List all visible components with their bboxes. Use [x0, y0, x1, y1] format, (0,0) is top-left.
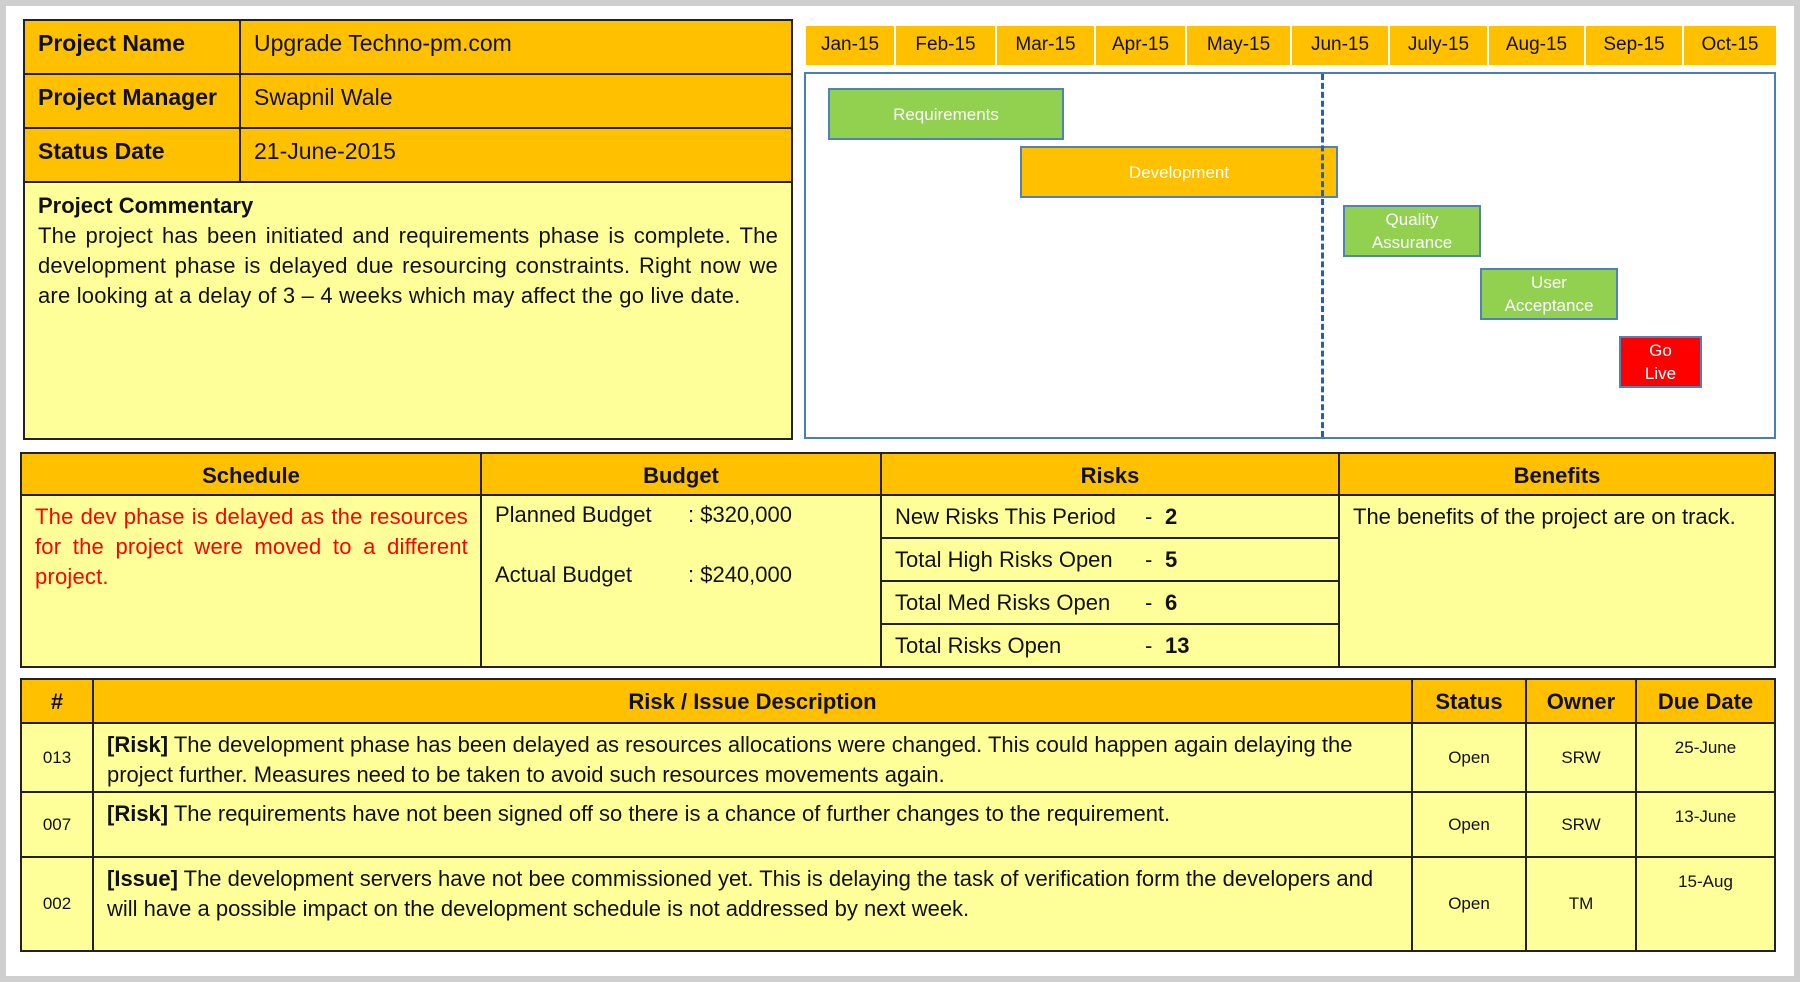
task-bar-user-acceptance: User Acceptance: [1480, 268, 1618, 320]
header-owner: Owner: [1527, 680, 1637, 722]
risk-summary-label: Total Med Risks Open: [895, 590, 1111, 615]
risk-summary-sep: -: [1145, 633, 1153, 658]
row-type-tag: [Risk]: [107, 732, 169, 757]
risk-summary-line: [882, 625, 1338, 668]
task-bar-quality-assurance: Quality Assurance: [1343, 205, 1481, 257]
risk-summary-value: 6: [1165, 590, 1178, 615]
row-description: [94, 858, 1413, 950]
budget-section: [482, 454, 882, 666]
timeline-months: [806, 26, 1778, 65]
status-date-label: Status Date: [25, 129, 241, 181]
month-label: Mar-15: [997, 26, 1096, 65]
schedule-heading: Schedule: [22, 454, 480, 496]
risk-summary-value: 13: [1165, 633, 1190, 658]
task-bar-requirements: Requirements: [828, 88, 1064, 140]
risk-issue-table: [20, 678, 1776, 952]
month-label: July-15: [1390, 26, 1489, 65]
project-manager-value: Swapnil Wale: [254, 84, 393, 110]
risk-summary-label: Total Risks Open: [895, 633, 1062, 658]
row-num: 002: [22, 858, 94, 950]
risk-summary-label: Total High Risks Open: [895, 547, 1113, 572]
table-row: [22, 724, 1774, 793]
row-status: Open: [1413, 793, 1527, 856]
task-bar-go-live: Go Live: [1619, 336, 1702, 388]
risk-summary-sep: -: [1145, 590, 1153, 615]
row-owner: TM: [1527, 858, 1637, 950]
row-type-tag: [Risk]: [107, 801, 169, 826]
month-label: Aug-15: [1489, 26, 1586, 65]
project-name-label: Project Name: [25, 21, 241, 73]
risk-summary-label: New Risks This Period: [895, 504, 1116, 529]
row-type-tag: [Issue]: [107, 866, 178, 891]
risk-summary-value: 2: [1165, 504, 1178, 529]
status-date-value: 21-June-2015: [254, 138, 396, 164]
month-label: Apr-15: [1096, 26, 1187, 65]
actual-budget-label: Actual Budget: [495, 562, 632, 587]
planned-budget-line: [482, 502, 880, 532]
project-name-value: Upgrade Techno-pm.com: [254, 30, 512, 56]
row-owner: SRW: [1527, 724, 1637, 791]
month-label: Jan-15: [806, 26, 896, 65]
status-date-row: [25, 129, 791, 183]
risk-summary-line: [882, 496, 1338, 539]
project-manager-row: [25, 75, 791, 129]
risk-summary-line: [882, 539, 1338, 582]
month-label: May-15: [1187, 26, 1292, 65]
row-description-text: The development phase has been delayed as resources allocations were changed. This could happen again delaying the project further. Measures need to be taken to avoid such resources movements again.: [107, 732, 1353, 787]
budget-heading: Budget: [482, 454, 880, 496]
month-label: Jun-15: [1292, 26, 1390, 65]
risks-section: [882, 454, 1340, 666]
row-due-date: 13-June: [1674, 807, 1737, 826]
header-status: Status: [1413, 680, 1527, 722]
planned-budget-value: : $320,000: [688, 502, 792, 527]
row-due-date: 25-June: [1674, 738, 1737, 757]
risk-summary-sep: -: [1145, 547, 1153, 572]
schedule-section: [22, 454, 482, 666]
row-description-text: The development servers have not bee commissioned yet. This is delaying the task of verification form the developers and will have a possible impact on the development schedule is not addressed by next week.: [107, 866, 1374, 921]
row-status: Open: [1413, 724, 1527, 791]
month-label: Feb-15: [896, 26, 997, 65]
row-num: 007: [22, 793, 94, 856]
risk-summary-sep: -: [1145, 504, 1153, 529]
row-description-text: The requirements have not been signed off so there is a chance of further changes to the requirement.: [168, 801, 1171, 826]
risk-summary-value: 5: [1165, 547, 1178, 572]
header-description: Risk / Issue Description: [94, 680, 1413, 722]
row-owner: SRW: [1527, 793, 1637, 856]
gantt-chart: [804, 72, 1776, 439]
actual-budget-value: : $240,000: [688, 562, 792, 587]
table-row: [22, 793, 1774, 858]
project-info-panel: [23, 19, 793, 440]
benefits-section: [1340, 454, 1774, 666]
task-bar-development: Development: [1020, 146, 1338, 198]
project-commentary: [25, 183, 791, 311]
risks-heading: Risks: [882, 454, 1338, 496]
row-description: [94, 793, 1413, 856]
month-label: Sep-15: [1586, 26, 1684, 65]
header-num: #: [22, 680, 94, 722]
row-status: Open: [1413, 858, 1527, 950]
planned-budget-label: Planned Budget: [495, 502, 652, 527]
row-due-date: 15-Aug: [1678, 872, 1733, 891]
risk-summary-line: [882, 582, 1338, 625]
summary-panel: [20, 452, 1776, 668]
status-date-marker-line: [1321, 74, 1324, 437]
commentary-text: The project has been initiated and requirements phase is complete. The development phase is delayed due resourcing constraints. Right now we are looking at a delay of 3 – 4 weeks which may affect the go live date.: [38, 223, 778, 308]
commentary-heading: Project Commentary: [38, 193, 254, 218]
schedule-text: The dev phase is delayed as the resources for the project were moved to a different project.: [35, 504, 468, 589]
benefits-text: The benefits of the project are on track.: [1353, 504, 1736, 529]
table-row: [22, 858, 1774, 950]
row-description: [94, 724, 1413, 791]
project-manager-label: Project Manager: [25, 75, 241, 127]
benefits-heading: Benefits: [1340, 454, 1774, 496]
header-due-date: Due Date: [1657, 689, 1754, 714]
project-name-row: [25, 21, 791, 75]
row-num: 013: [22, 724, 94, 791]
table-header-row: [22, 680, 1774, 724]
actual-budget-line: [482, 562, 880, 592]
month-label: Oct-15: [1684, 26, 1778, 65]
